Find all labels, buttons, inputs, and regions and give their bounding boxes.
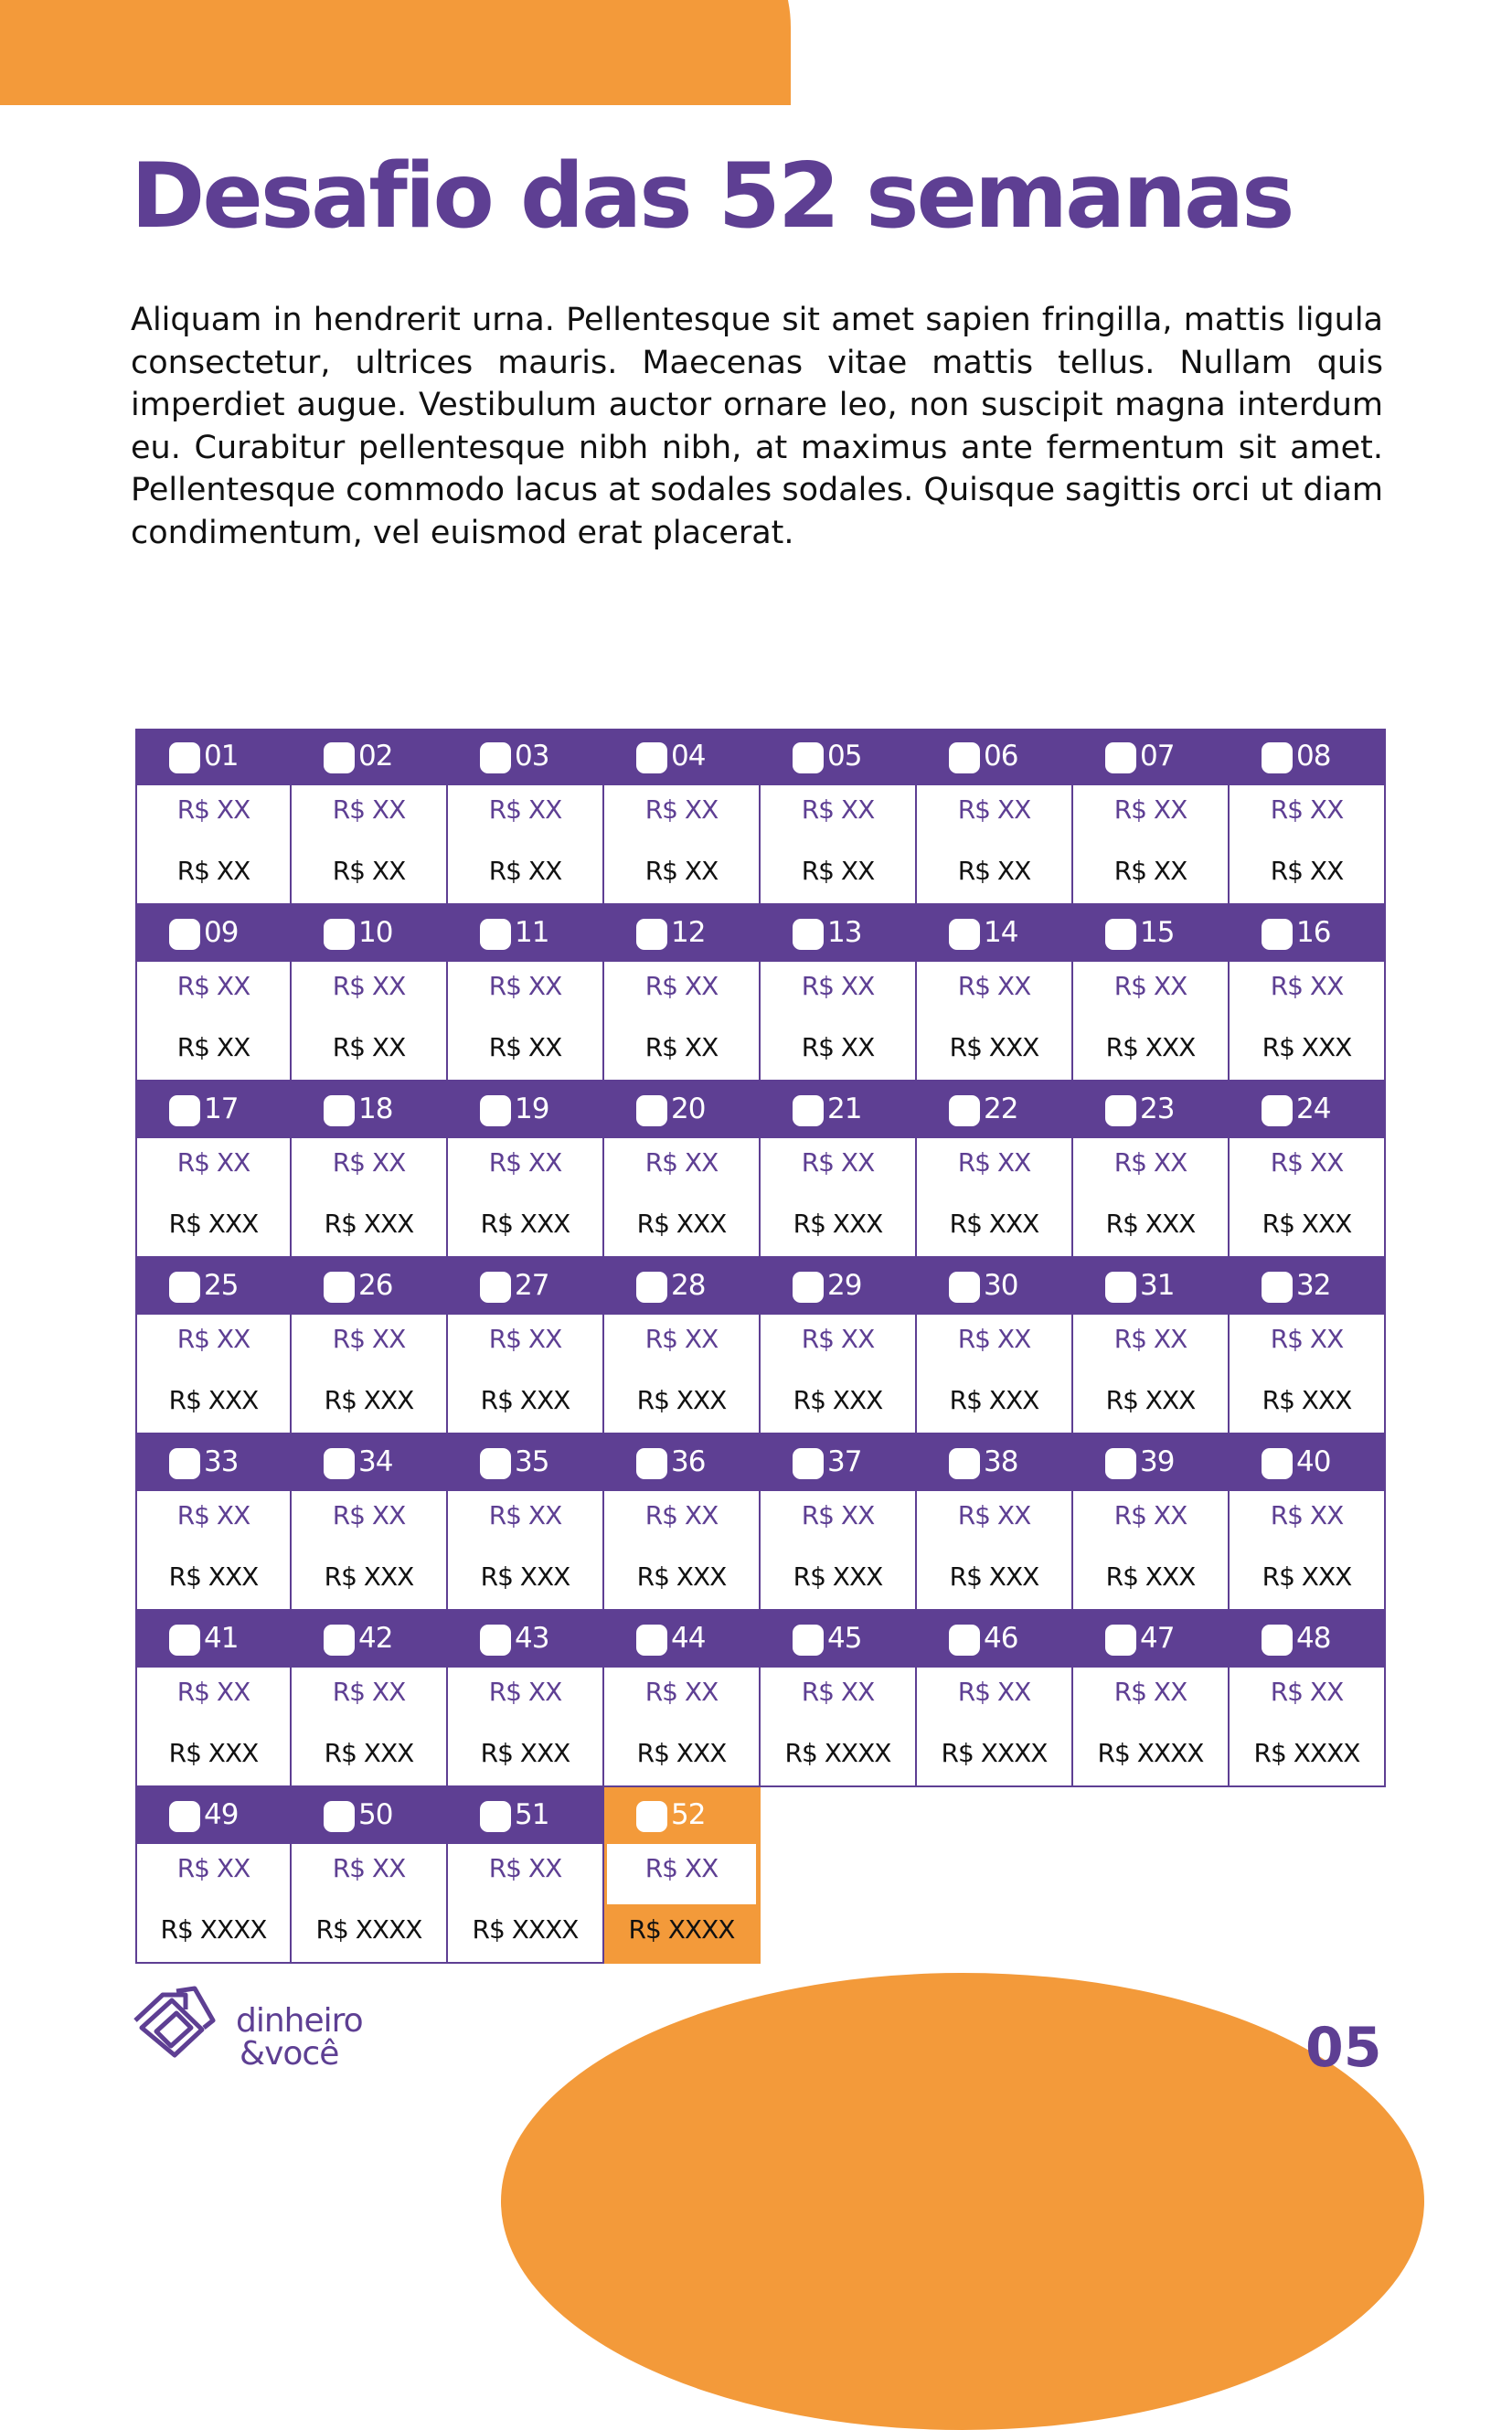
week-total: R$ XXX [949, 1032, 1039, 1062]
week-total: R$ XXX [168, 1385, 259, 1415]
week-number: 04 [671, 740, 706, 773]
week-cell [448, 1787, 604, 1964]
week-checkbox[interactable] [480, 1448, 511, 1479]
week-number: 52 [671, 1798, 706, 1831]
week-total: R$ XXXX [472, 1914, 579, 1945]
week-cell [292, 905, 448, 1082]
week-number: 18 [358, 1092, 393, 1125]
week-cell [292, 729, 448, 905]
week-number: 37 [827, 1445, 862, 1478]
week-cell [135, 1082, 292, 1258]
week-checkbox[interactable] [169, 1095, 200, 1126]
top-orange-decoration [0, 0, 791, 105]
week-number: 22 [984, 1092, 1018, 1125]
week-total: R$ XXX [793, 1209, 883, 1239]
week-number: 33 [204, 1445, 239, 1478]
week-checkbox[interactable] [636, 919, 667, 950]
intro-paragraph: Aliquam in hendrerit urna. Pellentesque sit amet sapien fringilla, mattis ligula consectetur, ultrices mauris. Maecenas vitae mattis tellus. Nullam quis imperdiet augue. Vestibulum auctor ornare leo, non suscipit magna interdum eu. Curabitur pellentesque nibh nibh, at maximus ante fermentum sit amet. Pellentesque commodo lacus at sodales sodales. Quisque sagittis orci ut diam condimentum, vel euismod erat placerat. [131, 302, 1383, 551]
week-cell [761, 729, 917, 905]
week-checkbox[interactable] [636, 1095, 667, 1126]
week-total: R$ XXXX [1253, 1738, 1360, 1768]
week-checkbox[interactable] [949, 1272, 980, 1303]
week-amount: R$ XX [957, 1324, 1031, 1354]
week-amount: R$ XX [957, 971, 1031, 1001]
week-cell [917, 1434, 1073, 1611]
week-cell [1230, 905, 1386, 1082]
week-checkbox[interactable] [324, 1801, 355, 1832]
week-number: 27 [515, 1269, 549, 1302]
week-cell [917, 1258, 1073, 1434]
week-amount: R$ XX [332, 971, 406, 1001]
week-total: R$ XXX [324, 1385, 414, 1415]
week-total: R$ XX [176, 1032, 250, 1062]
wallet-logo-icon [131, 1984, 218, 2062]
week-total: R$ XXX [324, 1209, 414, 1239]
week-amount: R$ XX [488, 1324, 562, 1354]
week-amount: R$ XX [1113, 794, 1187, 825]
week-cell [604, 905, 761, 1082]
week-cell [448, 1434, 604, 1611]
week-number: 48 [1296, 1622, 1331, 1655]
week-checkbox[interactable] [1105, 1095, 1136, 1126]
week-total: R$ XXX [168, 1561, 259, 1592]
week-checkbox[interactable] [169, 1272, 200, 1303]
week-amount: R$ XX [1113, 1147, 1187, 1178]
week-checkbox[interactable] [169, 1448, 200, 1479]
week-cell [135, 1434, 292, 1611]
week-amount: R$ XX [644, 1324, 719, 1354]
week-total: R$ XX [1270, 856, 1344, 886]
week-cell [448, 1258, 604, 1434]
week-checkbox[interactable] [949, 1625, 980, 1656]
week-amount: R$ XX [1270, 1677, 1344, 1707]
week-amount: R$ XX [644, 794, 719, 825]
week-number: 35 [515, 1445, 549, 1478]
week-checkbox[interactable] [169, 919, 200, 950]
week-number: 30 [984, 1269, 1018, 1302]
week-amount: R$ XX [332, 794, 406, 825]
week-number: 12 [671, 916, 706, 949]
week-total: R$ XX [488, 856, 562, 886]
week-total: R$ XX [801, 1032, 875, 1062]
week-total: R$ XXX [1262, 1209, 1352, 1239]
week-checkbox[interactable] [636, 1801, 667, 1832]
week-cell [761, 905, 917, 1082]
week-number: 03 [515, 740, 549, 773]
weeks-grid [135, 729, 1386, 1964]
week-number: 21 [827, 1092, 862, 1125]
week-amount: R$ XX [644, 1147, 719, 1178]
week-total: R$ XX [644, 856, 719, 886]
week-amount: R$ XX [488, 1500, 562, 1530]
week-amount: R$ XX [176, 1147, 250, 1178]
week-cell [1230, 1082, 1386, 1258]
week-cell [135, 1258, 292, 1434]
week-amount: R$ XX [957, 1147, 1031, 1178]
week-number: 10 [358, 916, 393, 949]
week-total: R$ XXXX [315, 1914, 422, 1945]
week-checkbox[interactable] [636, 1625, 667, 1656]
bottom-orange-decoration [501, 1973, 1424, 2430]
week-checkbox[interactable] [949, 919, 980, 950]
week-checkbox[interactable] [1262, 919, 1293, 950]
week-checkbox[interactable] [1105, 919, 1136, 950]
week-total: R$ XXX [1105, 1561, 1196, 1592]
week-number: 47 [1140, 1622, 1175, 1655]
week-checkbox[interactable] [1105, 1272, 1136, 1303]
week-cell [761, 1258, 917, 1434]
week-cell [135, 1611, 292, 1787]
week-cell [604, 1787, 761, 1964]
week-amount: R$ XX [176, 971, 250, 1001]
week-checkbox[interactable] [793, 919, 824, 950]
week-number: 20 [671, 1092, 706, 1125]
week-checkbox[interactable] [793, 1272, 824, 1303]
week-amount: R$ XX [801, 1677, 875, 1707]
week-total: R$ XX [332, 856, 406, 886]
week-cell [135, 905, 292, 1082]
week-cell [135, 729, 292, 905]
week-cell [448, 1082, 604, 1258]
week-total: R$ XXX [636, 1561, 727, 1592]
week-checkbox[interactable] [480, 1095, 511, 1126]
week-checkbox[interactable] [949, 742, 980, 773]
week-total: R$ XX [957, 856, 1031, 886]
week-total: R$ XXX [1262, 1385, 1352, 1415]
week-amount: R$ XX [332, 1853, 406, 1883]
week-cell [1073, 729, 1230, 905]
week-cell [1230, 1611, 1386, 1787]
week-amount: R$ XX [801, 971, 875, 1001]
week-number: 46 [984, 1622, 1018, 1655]
week-total: R$ XXX [480, 1385, 570, 1415]
week-amount: R$ XX [644, 1853, 719, 1883]
week-cell [292, 1082, 448, 1258]
week-checkbox[interactable] [324, 1272, 355, 1303]
week-number: 11 [515, 916, 549, 949]
week-amount: R$ XX [1270, 971, 1344, 1001]
week-number: 42 [358, 1622, 393, 1655]
logo-text-line1: dinheiro [236, 2002, 363, 2040]
week-total: R$ XXX [324, 1738, 414, 1768]
logo-text-line2: &você [240, 2035, 339, 2073]
week-checkbox[interactable] [1105, 1448, 1136, 1479]
week-checkbox[interactable] [1262, 1095, 1293, 1126]
week-total: R$ XXX [168, 1738, 259, 1768]
week-total: R$ XXX [168, 1209, 259, 1239]
week-total: R$ XXXX [628, 1914, 735, 1945]
week-number: 07 [1140, 740, 1175, 773]
week-amount: R$ XX [332, 1147, 406, 1178]
week-number: 24 [1296, 1092, 1331, 1125]
week-amount: R$ XX [176, 1853, 250, 1883]
week-checkbox[interactable] [793, 1095, 824, 1126]
week-number: 16 [1296, 916, 1331, 949]
week-checkbox[interactable] [793, 742, 824, 773]
week-cell [1073, 1434, 1230, 1611]
week-total: R$ XXX [1105, 1385, 1196, 1415]
week-cell [1073, 1082, 1230, 1258]
week-number: 13 [827, 916, 862, 949]
week-checkbox[interactable] [1262, 1448, 1293, 1479]
week-checkbox[interactable] [793, 1625, 824, 1656]
week-amount: R$ XX [176, 794, 250, 825]
week-amount: R$ XX [1270, 1147, 1344, 1178]
week-number: 32 [1296, 1269, 1331, 1302]
week-total: R$ XX [1113, 856, 1187, 886]
week-cell [292, 1258, 448, 1434]
week-number: 05 [827, 740, 862, 773]
week-checkbox[interactable] [169, 1801, 200, 1832]
week-cell [448, 905, 604, 1082]
week-number: 19 [515, 1092, 549, 1125]
week-amount: R$ XX [1270, 794, 1344, 825]
week-amount: R$ XX [176, 1324, 250, 1354]
week-checkbox[interactable] [169, 1625, 200, 1656]
week-amount: R$ XX [488, 1677, 562, 1707]
week-amount: R$ XX [176, 1677, 250, 1707]
week-cell [761, 1082, 917, 1258]
week-number: 44 [671, 1622, 706, 1655]
week-amount: R$ XX [957, 794, 1031, 825]
week-total: R$ XXX [636, 1738, 727, 1768]
week-number: 43 [515, 1622, 549, 1655]
week-checkbox[interactable] [169, 742, 200, 773]
week-number: 08 [1296, 740, 1331, 773]
week-total: R$ XXX [480, 1738, 570, 1768]
week-number: 14 [984, 916, 1018, 949]
week-total: R$ XXX [1262, 1561, 1352, 1592]
week-number: 50 [358, 1798, 393, 1831]
week-checkbox[interactable] [480, 1625, 511, 1656]
week-amount: R$ XX [644, 971, 719, 1001]
week-number: 40 [1296, 1445, 1331, 1478]
week-checkbox[interactable] [480, 742, 511, 773]
week-checkbox[interactable] [1262, 742, 1293, 773]
week-number: 34 [358, 1445, 393, 1478]
week-amount: R$ XX [801, 794, 875, 825]
week-total: R$ XXX [480, 1561, 570, 1592]
page-number: 05 [1305, 2016, 1382, 2080]
week-total: R$ XXXX [1097, 1738, 1204, 1768]
week-cell [1230, 1434, 1386, 1611]
week-cell [604, 729, 761, 905]
week-number: 17 [204, 1092, 239, 1125]
week-total: R$ XX [644, 1032, 719, 1062]
week-checkbox[interactable] [480, 919, 511, 950]
week-amount: R$ XX [644, 1677, 719, 1707]
week-cell [1073, 905, 1230, 1082]
week-cell [761, 1434, 917, 1611]
week-number: 09 [204, 916, 239, 949]
week-amount: R$ XX [1270, 1324, 1344, 1354]
week-amount: R$ XX [488, 794, 562, 825]
week-checkbox[interactable] [949, 1448, 980, 1479]
week-checkbox[interactable] [324, 1448, 355, 1479]
week-number: 15 [1140, 916, 1175, 949]
week-checkbox[interactable] [324, 919, 355, 950]
week-total: R$ XX [332, 1032, 406, 1062]
week-cell [604, 1082, 761, 1258]
week-amount: R$ XX [1270, 1500, 1344, 1530]
week-cell [917, 1082, 1073, 1258]
week-number: 26 [358, 1269, 393, 1302]
week-cell [1230, 729, 1386, 905]
week-amount: R$ XX [488, 1147, 562, 1178]
week-total: R$ XX [801, 856, 875, 886]
week-amount: R$ XX [1113, 971, 1187, 1001]
week-cell [1073, 1258, 1230, 1434]
week-total: R$ XXX [636, 1385, 727, 1415]
week-amount: R$ XX [644, 1500, 719, 1530]
week-cell [917, 1611, 1073, 1787]
week-cell [604, 1434, 761, 1611]
week-total: R$ XXX [1105, 1032, 1196, 1062]
week-cell [1230, 1258, 1386, 1434]
week-cell [761, 1611, 917, 1787]
week-total: R$ XXX [793, 1561, 883, 1592]
week-number: 39 [1140, 1445, 1175, 1478]
week-checkbox[interactable] [324, 1095, 355, 1126]
week-cell [448, 729, 604, 905]
week-checkbox[interactable] [949, 1095, 980, 1126]
week-number: 25 [204, 1269, 239, 1302]
week-amount: R$ XX [488, 1853, 562, 1883]
week-checkbox[interactable] [324, 1625, 355, 1656]
week-number: 51 [515, 1798, 549, 1831]
week-total: R$ XXX [793, 1385, 883, 1415]
week-amount: R$ XX [332, 1500, 406, 1530]
week-total: R$ XXXX [160, 1914, 267, 1945]
week-cell [917, 905, 1073, 1082]
week-amount: R$ XX [957, 1677, 1031, 1707]
week-number: 28 [671, 1269, 706, 1302]
week-amount: R$ XX [1113, 1500, 1187, 1530]
week-amount: R$ XX [801, 1324, 875, 1354]
week-checkbox[interactable] [480, 1801, 511, 1832]
week-amount: R$ XX [801, 1500, 875, 1530]
week-amount: R$ XX [332, 1324, 406, 1354]
week-checkbox[interactable] [793, 1448, 824, 1479]
week-cell [604, 1611, 761, 1787]
week-checkbox[interactable] [1105, 742, 1136, 773]
week-checkbox[interactable] [636, 1448, 667, 1479]
week-total: R$ XXXX [784, 1738, 891, 1768]
week-cell [292, 1434, 448, 1611]
week-number: 49 [204, 1798, 239, 1831]
week-amount: R$ XX [1113, 1324, 1187, 1354]
week-total: R$ XX [488, 1032, 562, 1062]
week-number: 36 [671, 1445, 706, 1478]
week-number: 01 [204, 740, 239, 773]
week-checkbox[interactable] [480, 1272, 511, 1303]
week-cell [135, 1787, 292, 1964]
week-checkbox[interactable] [324, 742, 355, 773]
week-total: R$ XX [176, 856, 250, 886]
week-cell [292, 1611, 448, 1787]
week-number: 06 [984, 740, 1018, 773]
week-total: R$ XXX [324, 1561, 414, 1592]
week-total: R$ XXXX [941, 1738, 1048, 1768]
week-cell [448, 1611, 604, 1787]
week-amount: R$ XX [332, 1677, 406, 1707]
week-total: R$ XXX [480, 1209, 570, 1239]
week-checkbox[interactable] [636, 742, 667, 773]
week-cell [604, 1258, 761, 1434]
week-checkbox[interactable] [1105, 1625, 1136, 1656]
week-number: 45 [827, 1622, 862, 1655]
week-cell [917, 729, 1073, 905]
week-number: 29 [827, 1269, 862, 1302]
week-amount: R$ XX [176, 1500, 250, 1530]
week-checkbox[interactable] [1262, 1272, 1293, 1303]
week-total: R$ XXX [636, 1209, 727, 1239]
week-number: 41 [204, 1622, 239, 1655]
week-amount: R$ XX [1113, 1677, 1187, 1707]
week-number: 31 [1140, 1269, 1175, 1302]
week-number: 23 [1140, 1092, 1175, 1125]
week-total: R$ XXX [1105, 1209, 1196, 1239]
week-total: R$ XXX [949, 1561, 1039, 1592]
week-amount: R$ XX [801, 1147, 875, 1178]
week-cell [292, 1787, 448, 1964]
page-title: Desafio das 52 semanas [131, 144, 1293, 249]
week-number: 02 [358, 740, 393, 773]
week-total: R$ XXX [949, 1209, 1039, 1239]
week-amount: R$ XX [488, 971, 562, 1001]
week-total: R$ XXX [949, 1385, 1039, 1415]
week-cell [1073, 1611, 1230, 1787]
week-checkbox[interactable] [1262, 1625, 1293, 1656]
week-number: 38 [984, 1445, 1018, 1478]
week-amount: R$ XX [957, 1500, 1031, 1530]
week-checkbox[interactable] [636, 1272, 667, 1303]
week-total: R$ XXX [1262, 1032, 1352, 1062]
